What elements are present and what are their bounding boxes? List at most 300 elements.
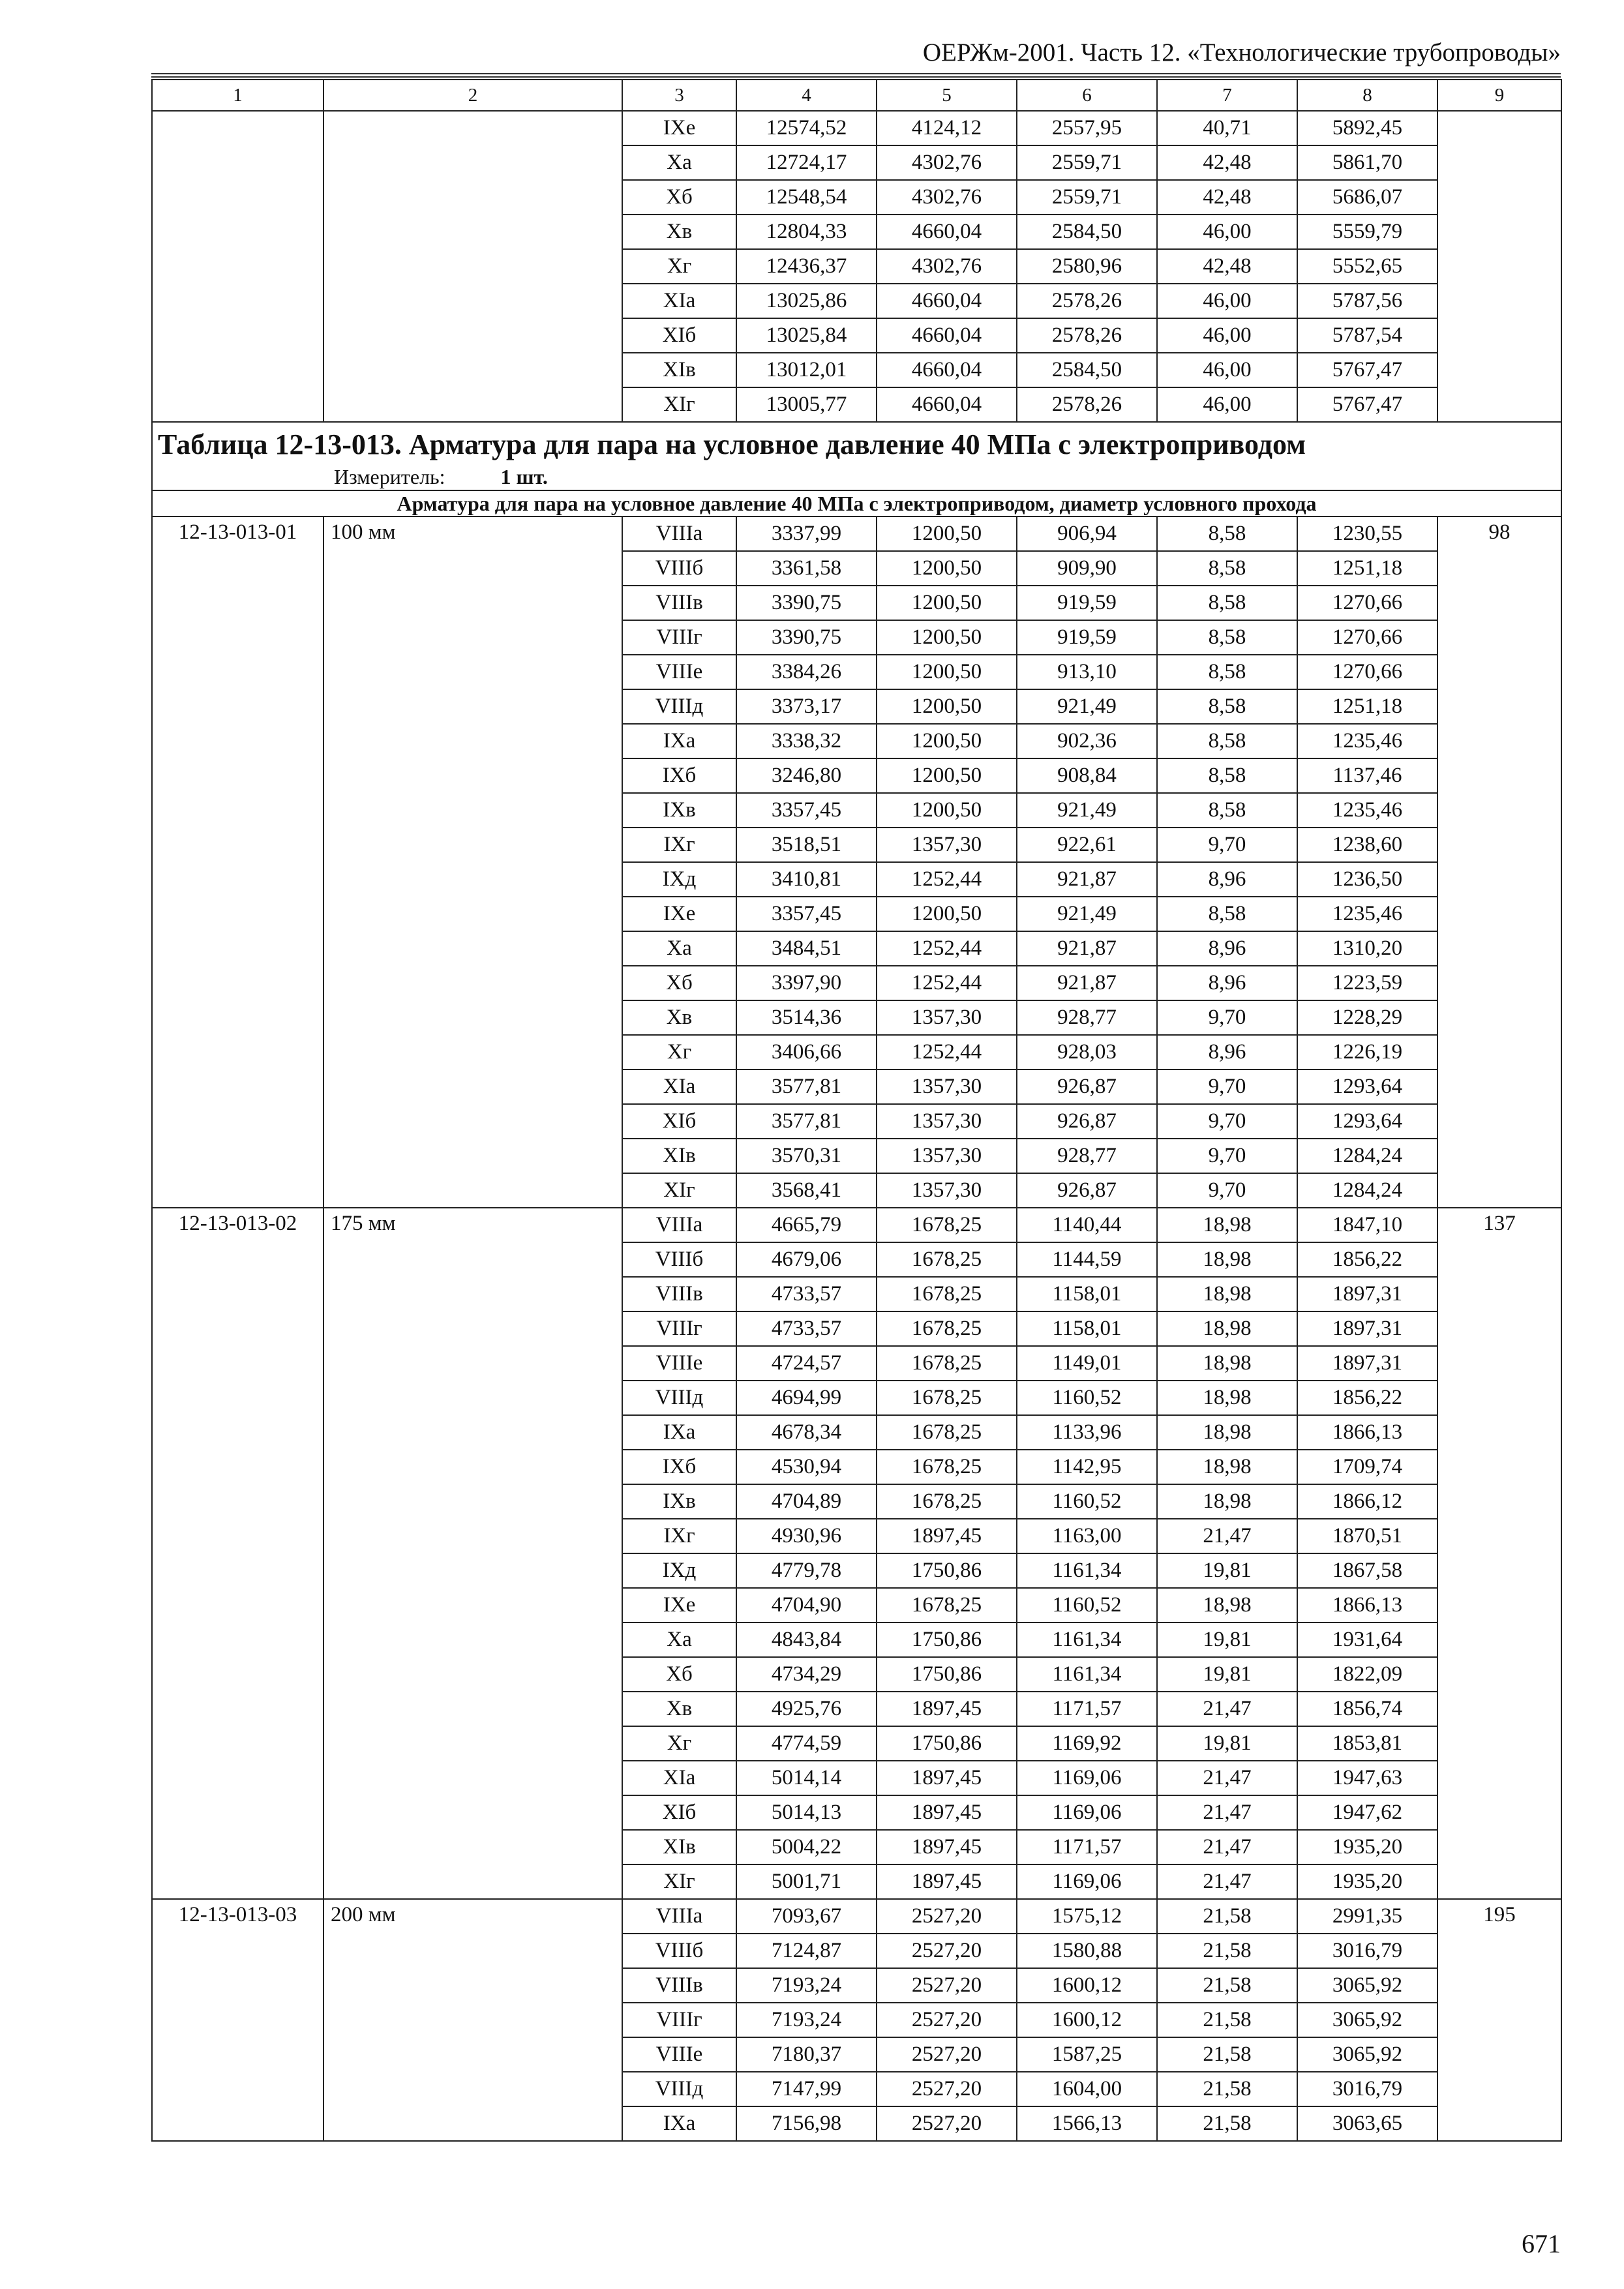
price-zone-cell: IXд bbox=[622, 1553, 736, 1588]
materials-cell: 5787,54 bbox=[1297, 318, 1437, 353]
price-zone-cell: IXв bbox=[622, 1484, 736, 1519]
driver-wages-cell: 18,98 bbox=[1157, 1311, 1297, 1346]
machine-costs-cell: 928,77 bbox=[1017, 1139, 1157, 1173]
direct-costs-cell: 3357,45 bbox=[736, 897, 877, 931]
wages-cell: 1750,86 bbox=[877, 1553, 1017, 1588]
direct-costs-cell: 13025,84 bbox=[736, 318, 877, 353]
machine-costs-cell: 1142,95 bbox=[1017, 1450, 1157, 1484]
direct-costs-cell: 4724,57 bbox=[736, 1346, 877, 1381]
machine-costs-cell: 1587,25 bbox=[1017, 2037, 1157, 2072]
direct-costs-cell: 3577,81 bbox=[736, 1070, 877, 1104]
materials-cell: 1931,64 bbox=[1297, 1623, 1437, 1657]
wages-cell: 1750,86 bbox=[877, 1726, 1017, 1761]
wages-cell: 4302,76 bbox=[877, 145, 1017, 180]
table-body bbox=[152, 80, 1561, 2141]
table-row bbox=[152, 1208, 1561, 1242]
price-zone-cell: VIIIв bbox=[622, 1968, 736, 2003]
direct-costs-cell: 4774,59 bbox=[736, 1726, 877, 1761]
materials-cell: 1867,58 bbox=[1297, 1553, 1437, 1588]
direct-costs-cell: 3568,41 bbox=[736, 1173, 877, 1208]
materials-cell: 3065,92 bbox=[1297, 1968, 1437, 2003]
machine-costs-cell: 921,49 bbox=[1017, 793, 1157, 828]
wages-cell: 2527,20 bbox=[877, 2037, 1017, 2072]
driver-wages-cell: 9,70 bbox=[1157, 1000, 1297, 1035]
direct-costs-cell: 3514,36 bbox=[736, 1000, 877, 1035]
machine-costs-cell: 1600,12 bbox=[1017, 1968, 1157, 2003]
materials-cell: 5767,47 bbox=[1297, 353, 1437, 387]
materials-cell: 1238,60 bbox=[1297, 828, 1437, 862]
direct-costs-cell: 12548,54 bbox=[736, 180, 877, 215]
direct-costs-cell: 7193,24 bbox=[736, 1968, 877, 2003]
price-zone-cell: XIа bbox=[622, 1761, 736, 1795]
direct-costs-cell: 13005,77 bbox=[736, 387, 877, 422]
price-zone-cell: Xб bbox=[622, 180, 736, 215]
machine-costs-cell: 926,87 bbox=[1017, 1104, 1157, 1139]
price-zone-cell: VIIIа bbox=[622, 1208, 736, 1242]
price-zone-cell: Xг bbox=[622, 1035, 736, 1070]
materials-cell: 1293,64 bbox=[1297, 1070, 1437, 1104]
wages-cell: 1897,45 bbox=[877, 1830, 1017, 1864]
price-zone-cell: IXе bbox=[622, 897, 736, 931]
price-zone-cell: XIб bbox=[622, 318, 736, 353]
materials-cell: 1866,13 bbox=[1297, 1415, 1437, 1450]
materials-cell: 1866,13 bbox=[1297, 1588, 1437, 1623]
subheading-cell: Арматура для пара на условное давление 40 МПа с электроприводом, диаметр условного прохода bbox=[152, 490, 1561, 516]
wages-cell: 1678,25 bbox=[877, 1588, 1017, 1623]
wages-cell: 4124,12 bbox=[877, 111, 1017, 145]
price-zone-cell: VIIIа bbox=[622, 516, 736, 551]
machine-costs-cell: 2557,95 bbox=[1017, 111, 1157, 145]
description-cell bbox=[323, 111, 622, 422]
materials-cell: 1251,18 bbox=[1297, 551, 1437, 586]
price-zone-cell: XIа bbox=[622, 284, 736, 318]
wages-cell: 1200,50 bbox=[877, 620, 1017, 655]
machine-costs-cell: 1140,44 bbox=[1017, 1208, 1157, 1242]
direct-costs-cell: 13025,86 bbox=[736, 284, 877, 318]
price-zone-cell: IXе bbox=[622, 1588, 736, 1623]
price-zone-cell: VIIIб bbox=[622, 1242, 736, 1277]
driver-wages-cell: 8,58 bbox=[1157, 897, 1297, 931]
diameter-cell: 200 мм bbox=[323, 1899, 622, 2141]
price-zone-cell: VIIIе bbox=[622, 1346, 736, 1381]
materials-cell: 1856,74 bbox=[1297, 1692, 1437, 1726]
materials-cell: 3063,65 bbox=[1297, 2106, 1437, 2141]
driver-wages-cell: 9,70 bbox=[1157, 1139, 1297, 1173]
mass-cell: 98 bbox=[1437, 516, 1561, 1208]
direct-costs-cell: 4678,34 bbox=[736, 1415, 877, 1450]
driver-wages-cell: 21,58 bbox=[1157, 2106, 1297, 2141]
materials-cell: 5552,65 bbox=[1297, 249, 1437, 284]
driver-wages-cell: 21,47 bbox=[1157, 1519, 1297, 1553]
direct-costs-cell: 3390,75 bbox=[736, 620, 877, 655]
direct-costs-cell: 4843,84 bbox=[736, 1623, 877, 1657]
direct-costs-cell: 12436,37 bbox=[736, 249, 877, 284]
price-zone-cell: XIб bbox=[622, 1795, 736, 1830]
mass-cell bbox=[1437, 111, 1561, 422]
price-zone-cell: XIб bbox=[622, 1104, 736, 1139]
materials-cell: 1230,55 bbox=[1297, 516, 1437, 551]
column-number: 9 bbox=[1437, 80, 1561, 111]
machine-costs-cell: 921,49 bbox=[1017, 689, 1157, 724]
price-zone-cell: Xб bbox=[622, 966, 736, 1000]
driver-wages-cell: 8,58 bbox=[1157, 724, 1297, 758]
direct-costs-cell: 4665,79 bbox=[736, 1208, 877, 1242]
wages-cell: 1200,50 bbox=[877, 689, 1017, 724]
machine-costs-cell: 1169,06 bbox=[1017, 1761, 1157, 1795]
direct-costs-cell: 4694,99 bbox=[736, 1381, 877, 1415]
driver-wages-cell: 40,71 bbox=[1157, 111, 1297, 145]
direct-costs-cell: 4734,29 bbox=[736, 1657, 877, 1692]
wages-cell: 2527,20 bbox=[877, 1968, 1017, 2003]
materials-cell: 1709,74 bbox=[1297, 1450, 1437, 1484]
price-zone-cell: IXа bbox=[622, 2106, 736, 2141]
machine-costs-cell: 1160,52 bbox=[1017, 1381, 1157, 1415]
driver-wages-cell: 46,00 bbox=[1157, 284, 1297, 318]
price-zone-cell: XIв bbox=[622, 353, 736, 387]
materials-cell: 1947,63 bbox=[1297, 1761, 1437, 1795]
materials-cell: 1856,22 bbox=[1297, 1242, 1437, 1277]
driver-wages-cell: 19,81 bbox=[1157, 1553, 1297, 1588]
price-zone-cell: IXб bbox=[622, 758, 736, 793]
machine-costs-cell: 1171,57 bbox=[1017, 1830, 1157, 1864]
machine-costs-cell: 926,87 bbox=[1017, 1173, 1157, 1208]
machine-costs-cell: 909,90 bbox=[1017, 551, 1157, 586]
direct-costs-cell: 13012,01 bbox=[736, 353, 877, 387]
direct-costs-cell: 4930,96 bbox=[736, 1519, 877, 1553]
wages-cell: 1252,44 bbox=[877, 966, 1017, 1000]
subheading-row bbox=[152, 490, 1561, 516]
driver-wages-cell: 18,98 bbox=[1157, 1242, 1297, 1277]
driver-wages-cell: 8,58 bbox=[1157, 793, 1297, 828]
price-zone-cell: VIIIб bbox=[622, 1934, 736, 1968]
driver-wages-cell: 18,98 bbox=[1157, 1450, 1297, 1484]
price-zone-cell: Xв bbox=[622, 1692, 736, 1726]
driver-wages-cell: 21,47 bbox=[1157, 1761, 1297, 1795]
machine-costs-cell: 2559,71 bbox=[1017, 145, 1157, 180]
wages-cell: 1897,45 bbox=[877, 1864, 1017, 1899]
direct-costs-cell: 5014,13 bbox=[736, 1795, 877, 1830]
diameter-cell: 100 мм bbox=[323, 516, 622, 1208]
machine-costs-cell: 921,49 bbox=[1017, 897, 1157, 931]
unit-line bbox=[158, 466, 1556, 487]
code-cell: 12-13-013-02 bbox=[152, 1208, 323, 1899]
machine-costs-cell: 926,87 bbox=[1017, 1070, 1157, 1104]
direct-costs-cell: 5004,22 bbox=[736, 1830, 877, 1864]
price-zone-cell: VIIIг bbox=[622, 2003, 736, 2037]
direct-costs-cell: 3484,51 bbox=[736, 931, 877, 966]
direct-costs-cell: 3384,26 bbox=[736, 655, 877, 689]
materials-cell: 1235,46 bbox=[1297, 793, 1437, 828]
machine-costs-cell: 921,87 bbox=[1017, 966, 1157, 1000]
direct-costs-cell: 7124,87 bbox=[736, 1934, 877, 1968]
table-title-row bbox=[152, 422, 1561, 490]
price-zone-cell: XIг bbox=[622, 1864, 736, 1899]
price-zone-cell: XIг bbox=[622, 1173, 736, 1208]
materials-cell: 1856,22 bbox=[1297, 1381, 1437, 1415]
price-zone-cell: VIIIб bbox=[622, 551, 736, 586]
machine-costs-cell: 908,84 bbox=[1017, 758, 1157, 793]
driver-wages-cell: 18,98 bbox=[1157, 1484, 1297, 1519]
direct-costs-cell: 3518,51 bbox=[736, 828, 877, 862]
price-zone-cell: XIв bbox=[622, 1830, 736, 1864]
machine-costs-cell: 2559,71 bbox=[1017, 180, 1157, 215]
materials-cell: 1236,50 bbox=[1297, 862, 1437, 897]
diameter-cell: 175 мм bbox=[323, 1208, 622, 1899]
direct-costs-cell: 3338,32 bbox=[736, 724, 877, 758]
driver-wages-cell: 21,47 bbox=[1157, 1864, 1297, 1899]
machine-costs-cell: 913,10 bbox=[1017, 655, 1157, 689]
direct-costs-cell: 3390,75 bbox=[736, 586, 877, 620]
price-zone-cell: IXб bbox=[622, 1450, 736, 1484]
machine-costs-cell: 1161,34 bbox=[1017, 1553, 1157, 1588]
machine-costs-cell: 1169,06 bbox=[1017, 1795, 1157, 1830]
table-title: Таблица 12-13-013. Арматура для пара на условное давление 40 МПа с электроприводом bbox=[158, 428, 1306, 460]
driver-wages-cell: 21,58 bbox=[1157, 2003, 1297, 2037]
driver-wages-cell: 8,96 bbox=[1157, 862, 1297, 897]
materials-cell: 1284,24 bbox=[1297, 1139, 1437, 1173]
column-number: 7 bbox=[1157, 80, 1297, 111]
driver-wages-cell: 46,00 bbox=[1157, 318, 1297, 353]
price-zone-cell: VIIIд bbox=[622, 2072, 736, 2106]
column-number: 6 bbox=[1017, 80, 1157, 111]
materials-cell: 5559,79 bbox=[1297, 215, 1437, 249]
driver-wages-cell: 19,81 bbox=[1157, 1623, 1297, 1657]
materials-cell: 5861,70 bbox=[1297, 145, 1437, 180]
wages-cell: 1200,50 bbox=[877, 516, 1017, 551]
wages-cell: 2527,20 bbox=[877, 1899, 1017, 1934]
driver-wages-cell: 9,70 bbox=[1157, 1104, 1297, 1139]
price-zone-cell: Xв bbox=[622, 1000, 736, 1035]
driver-wages-cell: 21,47 bbox=[1157, 1830, 1297, 1864]
machine-costs-cell: 1575,12 bbox=[1017, 1899, 1157, 1934]
materials-cell: 3016,79 bbox=[1297, 1934, 1437, 1968]
wages-cell: 1678,25 bbox=[877, 1415, 1017, 1450]
materials-cell: 1270,66 bbox=[1297, 655, 1437, 689]
driver-wages-cell: 19,81 bbox=[1157, 1726, 1297, 1761]
wages-cell: 1750,86 bbox=[877, 1657, 1017, 1692]
wages-cell: 1897,45 bbox=[877, 1519, 1017, 1553]
driver-wages-cell: 9,70 bbox=[1157, 1173, 1297, 1208]
materials-cell: 1293,64 bbox=[1297, 1104, 1437, 1139]
price-zone-cell: Xг bbox=[622, 1726, 736, 1761]
wages-cell: 1357,30 bbox=[877, 1104, 1017, 1139]
machine-costs-cell: 1160,52 bbox=[1017, 1588, 1157, 1623]
machine-costs-cell: 1158,01 bbox=[1017, 1277, 1157, 1311]
wages-cell: 2527,20 bbox=[877, 2106, 1017, 2141]
machine-costs-cell: 2584,50 bbox=[1017, 353, 1157, 387]
driver-wages-cell: 42,48 bbox=[1157, 249, 1297, 284]
price-zone-cell: XIв bbox=[622, 1139, 736, 1173]
wages-cell: 1678,25 bbox=[877, 1242, 1017, 1277]
price-zone-cell: VIIIд bbox=[622, 689, 736, 724]
wages-cell: 4660,04 bbox=[877, 215, 1017, 249]
driver-wages-cell: 18,98 bbox=[1157, 1208, 1297, 1242]
price-zone-cell: XIг bbox=[622, 387, 736, 422]
machine-costs-cell: 1171,57 bbox=[1017, 1692, 1157, 1726]
direct-costs-cell: 7093,67 bbox=[736, 1899, 877, 1934]
machine-costs-cell: 1160,52 bbox=[1017, 1484, 1157, 1519]
price-zone-cell: Xб bbox=[622, 1657, 736, 1692]
wages-cell: 1252,44 bbox=[877, 931, 1017, 966]
wages-cell: 1678,25 bbox=[877, 1346, 1017, 1381]
wages-cell: 1357,30 bbox=[877, 1070, 1017, 1104]
column-number: 4 bbox=[736, 80, 877, 111]
materials-cell: 5686,07 bbox=[1297, 180, 1437, 215]
wages-cell: 1678,25 bbox=[877, 1277, 1017, 1311]
wages-cell: 1678,25 bbox=[877, 1484, 1017, 1519]
table-row bbox=[152, 516, 1561, 551]
wages-cell: 2527,20 bbox=[877, 2072, 1017, 2106]
machine-costs-cell: 1169,06 bbox=[1017, 1864, 1157, 1899]
direct-costs-cell: 4679,06 bbox=[736, 1242, 877, 1277]
running-header: ОЕРЖм-2001. Часть 12. «Технологические трубопроводы» bbox=[922, 38, 1561, 67]
machine-costs-cell: 2578,26 bbox=[1017, 387, 1157, 422]
driver-wages-cell: 8,58 bbox=[1157, 689, 1297, 724]
price-zone-cell: VIIIг bbox=[622, 620, 736, 655]
column-number: 2 bbox=[323, 80, 622, 111]
driver-wages-cell: 8,58 bbox=[1157, 758, 1297, 793]
machine-costs-cell: 2584,50 bbox=[1017, 215, 1157, 249]
driver-wages-cell: 42,48 bbox=[1157, 180, 1297, 215]
machine-costs-cell: 921,87 bbox=[1017, 931, 1157, 966]
wages-cell: 1678,25 bbox=[877, 1381, 1017, 1415]
price-zone-cell: IXа bbox=[622, 724, 736, 758]
wages-cell: 4660,04 bbox=[877, 353, 1017, 387]
materials-cell: 1137,46 bbox=[1297, 758, 1437, 793]
materials-cell: 1284,24 bbox=[1297, 1173, 1437, 1208]
wages-cell: 1200,50 bbox=[877, 655, 1017, 689]
driver-wages-cell: 19,81 bbox=[1157, 1657, 1297, 1692]
code-cell: 12-13-013-01 bbox=[152, 516, 323, 1208]
direct-costs-cell: 7147,99 bbox=[736, 2072, 877, 2106]
machine-costs-cell: 928,77 bbox=[1017, 1000, 1157, 1035]
direct-costs-cell: 4925,76 bbox=[736, 1692, 877, 1726]
wages-cell: 4660,04 bbox=[877, 284, 1017, 318]
price-zone-cell: Xв bbox=[622, 215, 736, 249]
machine-costs-cell: 1604,00 bbox=[1017, 2072, 1157, 2106]
machine-costs-cell: 919,59 bbox=[1017, 620, 1157, 655]
materials-cell: 1228,29 bbox=[1297, 1000, 1437, 1035]
materials-cell: 1847,10 bbox=[1297, 1208, 1437, 1242]
wages-cell: 1897,45 bbox=[877, 1692, 1017, 1726]
materials-cell: 1223,59 bbox=[1297, 966, 1437, 1000]
driver-wages-cell: 8,96 bbox=[1157, 966, 1297, 1000]
wages-cell: 1897,45 bbox=[877, 1795, 1017, 1830]
price-zone-cell: IXа bbox=[622, 1415, 736, 1450]
materials-cell: 1947,62 bbox=[1297, 1795, 1437, 1830]
wages-cell: 2527,20 bbox=[877, 1934, 1017, 1968]
price-zone-cell: IXг bbox=[622, 1519, 736, 1553]
column-number: 5 bbox=[877, 80, 1017, 111]
materials-cell: 1897,31 bbox=[1297, 1277, 1437, 1311]
materials-cell: 1866,12 bbox=[1297, 1484, 1437, 1519]
machine-costs-cell: 1163,00 bbox=[1017, 1519, 1157, 1553]
price-zone-cell: IXв bbox=[622, 793, 736, 828]
direct-costs-cell: 5001,71 bbox=[736, 1864, 877, 1899]
price-zone-cell: VIIIе bbox=[622, 2037, 736, 2072]
materials-cell: 1897,31 bbox=[1297, 1346, 1437, 1381]
direct-costs-cell: 4733,57 bbox=[736, 1311, 877, 1346]
direct-costs-cell: 3246,80 bbox=[736, 758, 877, 793]
direct-costs-cell: 7193,24 bbox=[736, 2003, 877, 2037]
wages-cell: 2527,20 bbox=[877, 2003, 1017, 2037]
driver-wages-cell: 21,58 bbox=[1157, 1899, 1297, 1934]
price-zone-cell: Xг bbox=[622, 249, 736, 284]
driver-wages-cell: 46,00 bbox=[1157, 387, 1297, 422]
driver-wages-cell: 21,47 bbox=[1157, 1795, 1297, 1830]
machine-costs-cell: 1566,13 bbox=[1017, 2106, 1157, 2141]
machine-costs-cell: 1169,92 bbox=[1017, 1726, 1157, 1761]
price-zone-cell: Xа bbox=[622, 931, 736, 966]
table-title-cell bbox=[152, 422, 1561, 490]
materials-cell: 5892,45 bbox=[1297, 111, 1437, 145]
materials-cell: 1251,18 bbox=[1297, 689, 1437, 724]
column-number: 3 bbox=[622, 80, 736, 111]
machine-costs-cell: 906,94 bbox=[1017, 516, 1157, 551]
direct-costs-cell: 4733,57 bbox=[736, 1277, 877, 1311]
driver-wages-cell: 8,58 bbox=[1157, 516, 1297, 551]
direct-costs-cell: 7156,98 bbox=[736, 2106, 877, 2141]
machine-costs-cell: 922,61 bbox=[1017, 828, 1157, 862]
direct-costs-cell: 3361,58 bbox=[736, 551, 877, 586]
wages-cell: 1357,30 bbox=[877, 1173, 1017, 1208]
driver-wages-cell: 21,58 bbox=[1157, 2072, 1297, 2106]
header-rule bbox=[151, 73, 1561, 78]
column-number-row bbox=[152, 80, 1561, 111]
driver-wages-cell: 46,00 bbox=[1157, 353, 1297, 387]
wages-cell: 1357,30 bbox=[877, 1000, 1017, 1035]
direct-costs-cell: 5014,14 bbox=[736, 1761, 877, 1795]
direct-costs-cell: 3577,81 bbox=[736, 1104, 877, 1139]
direct-costs-cell: 12724,17 bbox=[736, 145, 877, 180]
direct-costs-cell: 4704,89 bbox=[736, 1484, 877, 1519]
direct-costs-cell: 12804,33 bbox=[736, 215, 877, 249]
materials-cell: 5787,56 bbox=[1297, 284, 1437, 318]
machine-costs-cell: 1580,88 bbox=[1017, 1934, 1157, 1968]
unit-value: 1 шт. bbox=[500, 464, 548, 488]
machine-costs-cell: 1149,01 bbox=[1017, 1346, 1157, 1381]
price-zone-cell: VIIIв bbox=[622, 1277, 736, 1311]
materials-cell: 1226,19 bbox=[1297, 1035, 1437, 1070]
driver-wages-cell: 8,96 bbox=[1157, 1035, 1297, 1070]
wages-cell: 4302,76 bbox=[877, 180, 1017, 215]
driver-wages-cell: 21,58 bbox=[1157, 1934, 1297, 1968]
machine-costs-cell: 2578,26 bbox=[1017, 284, 1157, 318]
unit-label: Измеритель: bbox=[334, 464, 445, 488]
price-zone-cell: VIIIд bbox=[622, 1381, 736, 1415]
materials-cell: 1235,46 bbox=[1297, 724, 1437, 758]
machine-costs-cell: 1133,96 bbox=[1017, 1415, 1157, 1450]
wages-cell: 1750,86 bbox=[877, 1623, 1017, 1657]
driver-wages-cell: 9,70 bbox=[1157, 828, 1297, 862]
driver-wages-cell: 18,98 bbox=[1157, 1277, 1297, 1311]
wages-cell: 1678,25 bbox=[877, 1208, 1017, 1242]
machine-costs-cell: 1161,34 bbox=[1017, 1623, 1157, 1657]
machine-costs-cell: 902,36 bbox=[1017, 724, 1157, 758]
page-number: 671 bbox=[1522, 2229, 1561, 2258]
price-zone-cell: VIIIа bbox=[622, 1899, 736, 1934]
driver-wages-cell: 8,96 bbox=[1157, 931, 1297, 966]
driver-wages-cell: 21,58 bbox=[1157, 1968, 1297, 2003]
driver-wages-cell: 18,98 bbox=[1157, 1381, 1297, 1415]
machine-costs-cell: 2578,26 bbox=[1017, 318, 1157, 353]
materials-cell: 1235,46 bbox=[1297, 897, 1437, 931]
wages-cell: 1200,50 bbox=[877, 724, 1017, 758]
direct-costs-cell: 3373,17 bbox=[736, 689, 877, 724]
machine-costs-cell: 1600,12 bbox=[1017, 2003, 1157, 2037]
wages-cell: 1200,50 bbox=[877, 758, 1017, 793]
wages-cell: 1897,45 bbox=[877, 1761, 1017, 1795]
